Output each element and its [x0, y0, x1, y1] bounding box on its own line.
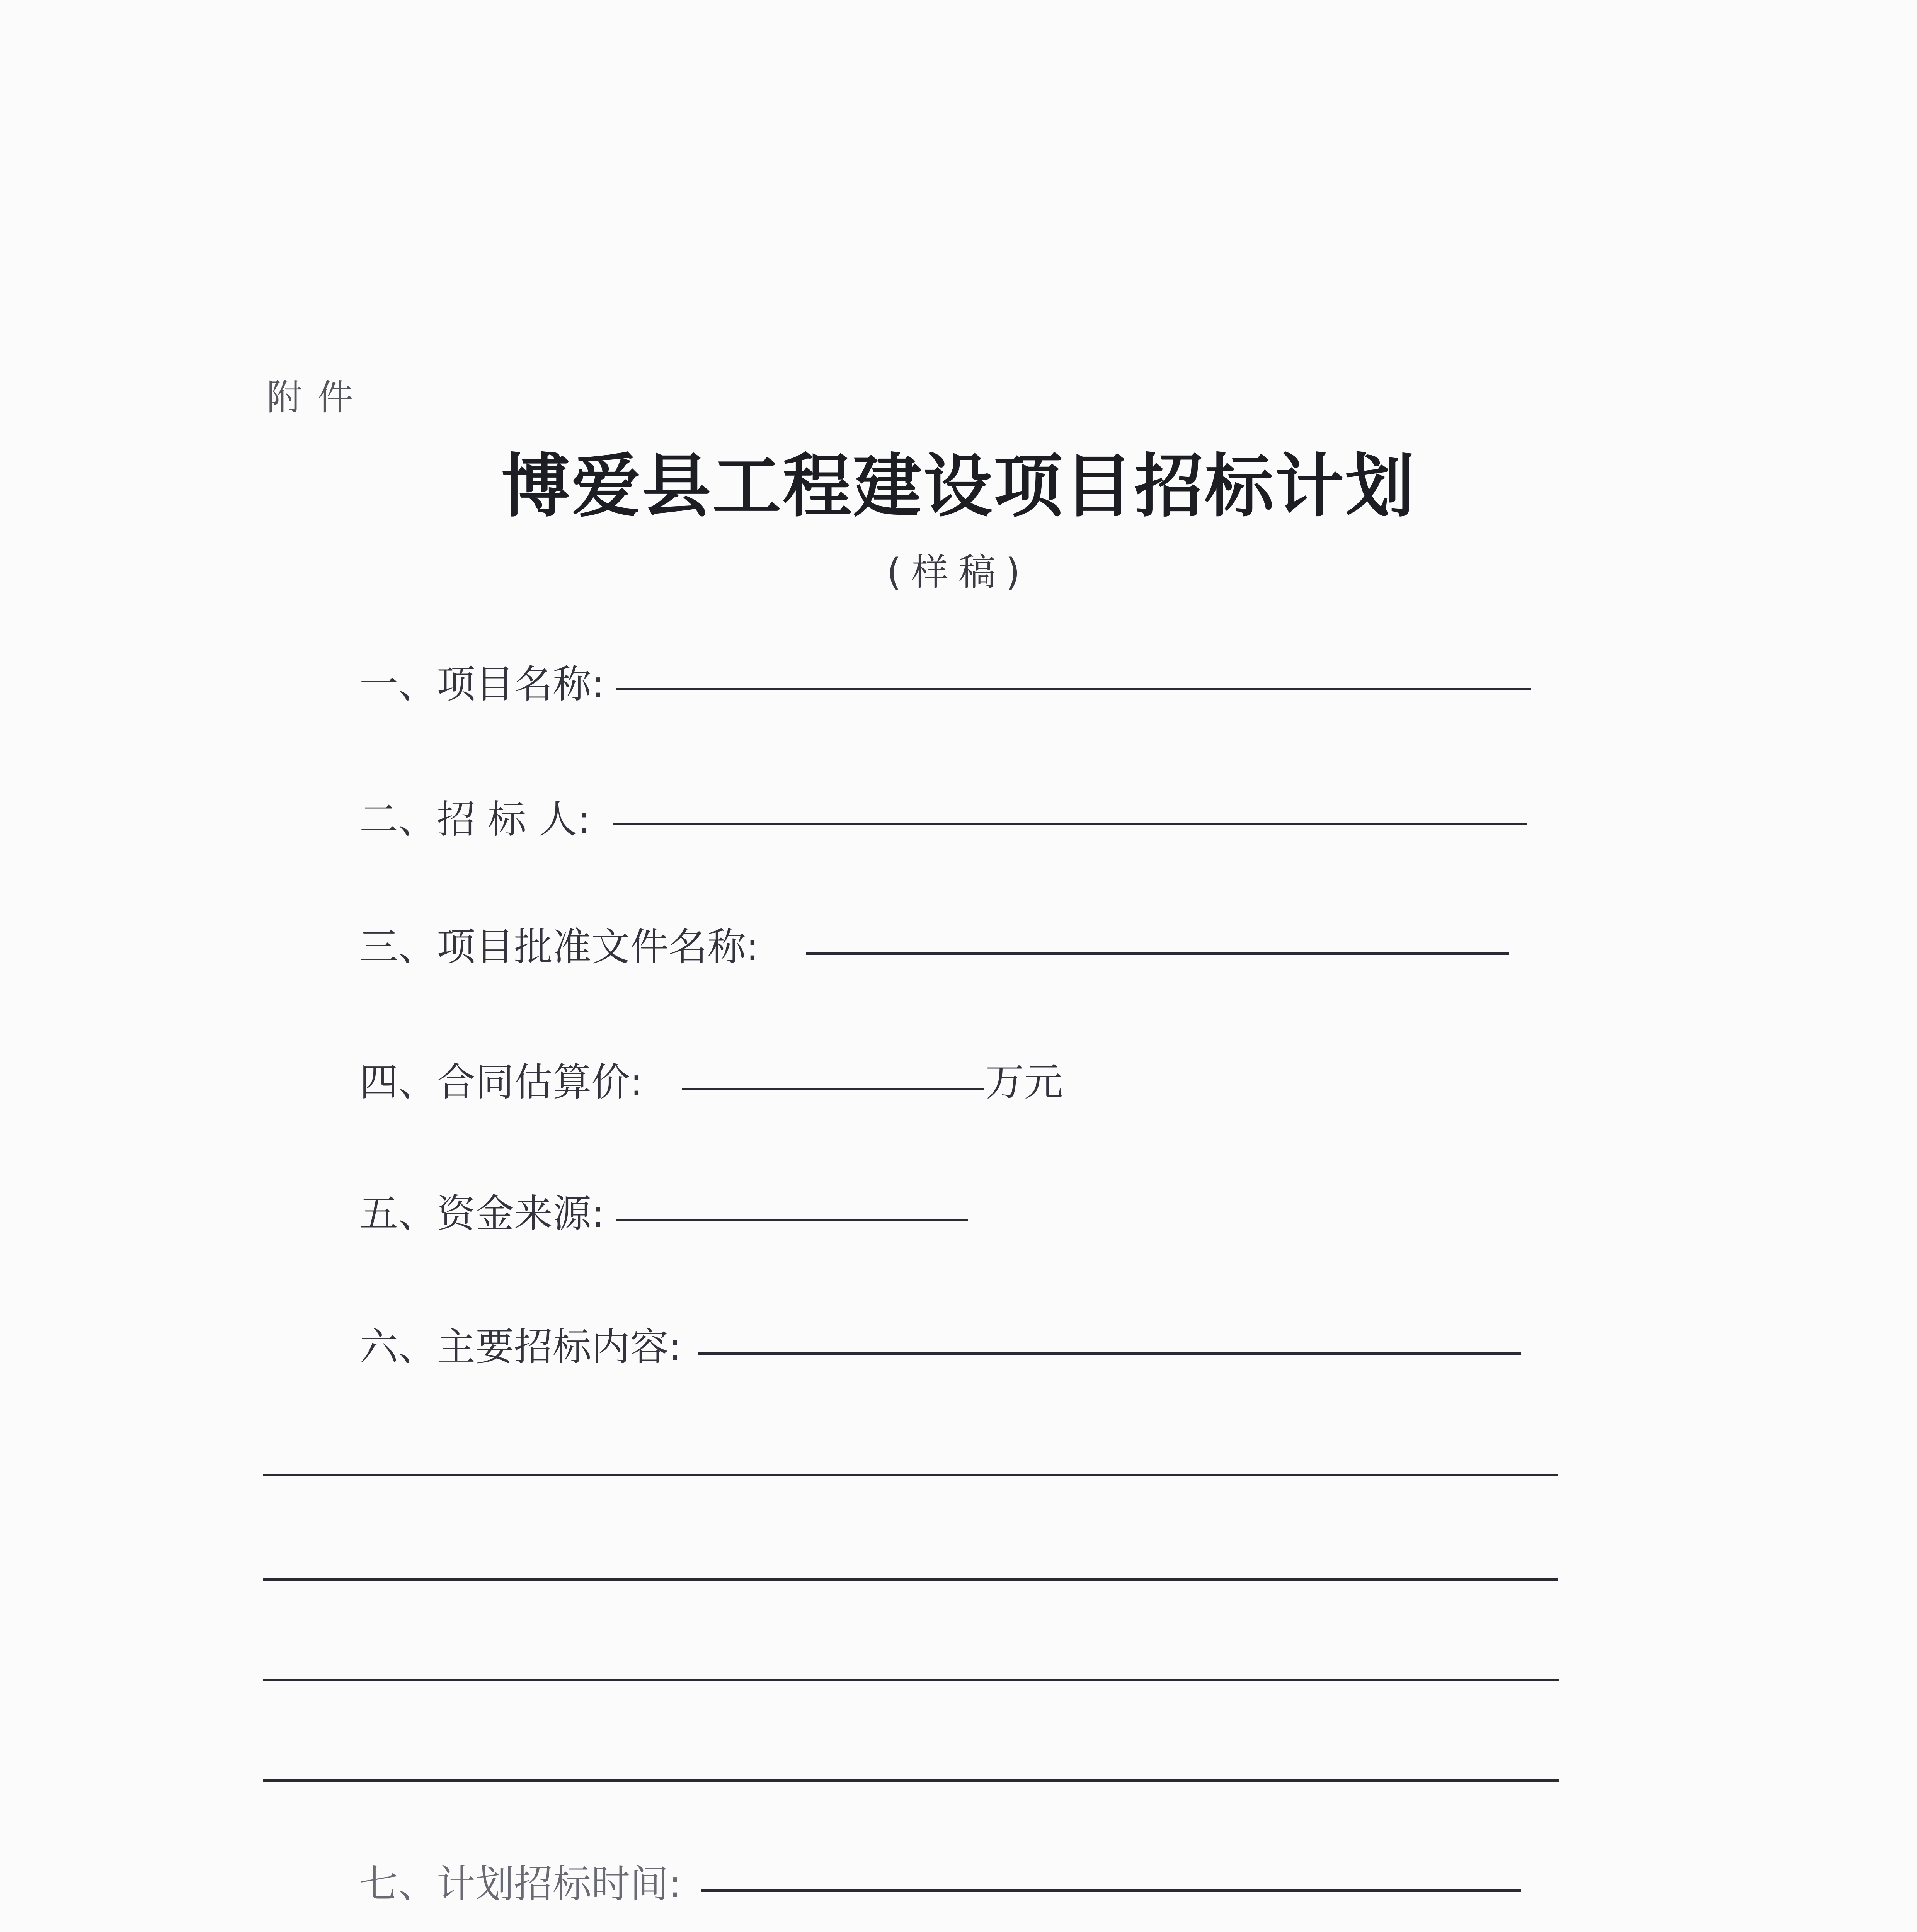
contract-estimate-blank[interactable]	[682, 1088, 984, 1090]
attachment-label: 附件	[267, 377, 369, 418]
tender-time-label: 七、计划招标时间:	[359, 1861, 682, 1906]
document-subtitle: (样稿)	[887, 551, 1030, 594]
fund-source-label: 五、资金来源:	[359, 1191, 604, 1236]
contract-estimate-label: 四、合同估算价:	[359, 1060, 643, 1105]
main-content-line-1[interactable]	[263, 1474, 1558, 1476]
project-name-label: 一、项目名称:	[359, 662, 604, 707]
main-content-line-3[interactable]	[263, 1679, 1559, 1681]
main-content-blank[interactable]	[698, 1352, 1521, 1355]
tenderer-label: 二、招 标 人:	[359, 797, 591, 842]
approval-document-label: 三、项目批准文件名称:	[359, 924, 759, 969]
project-name-blank[interactable]	[616, 688, 1531, 690]
fund-source-blank[interactable]	[616, 1219, 968, 1221]
document-title: 博爱县工程建设项目招标计划	[501, 446, 1416, 526]
main-content-label: 六、主要招标内容:	[359, 1324, 682, 1369]
main-content-line-2[interactable]	[263, 1578, 1558, 1581]
tender-time-blank[interactable]	[701, 1889, 1521, 1892]
tenderer-blank[interactable]	[613, 823, 1527, 825]
contract-estimate-unit: 万元	[986, 1060, 1063, 1105]
main-content-line-4[interactable]	[263, 1779, 1559, 1782]
approval-document-blank[interactable]	[806, 952, 1509, 955]
